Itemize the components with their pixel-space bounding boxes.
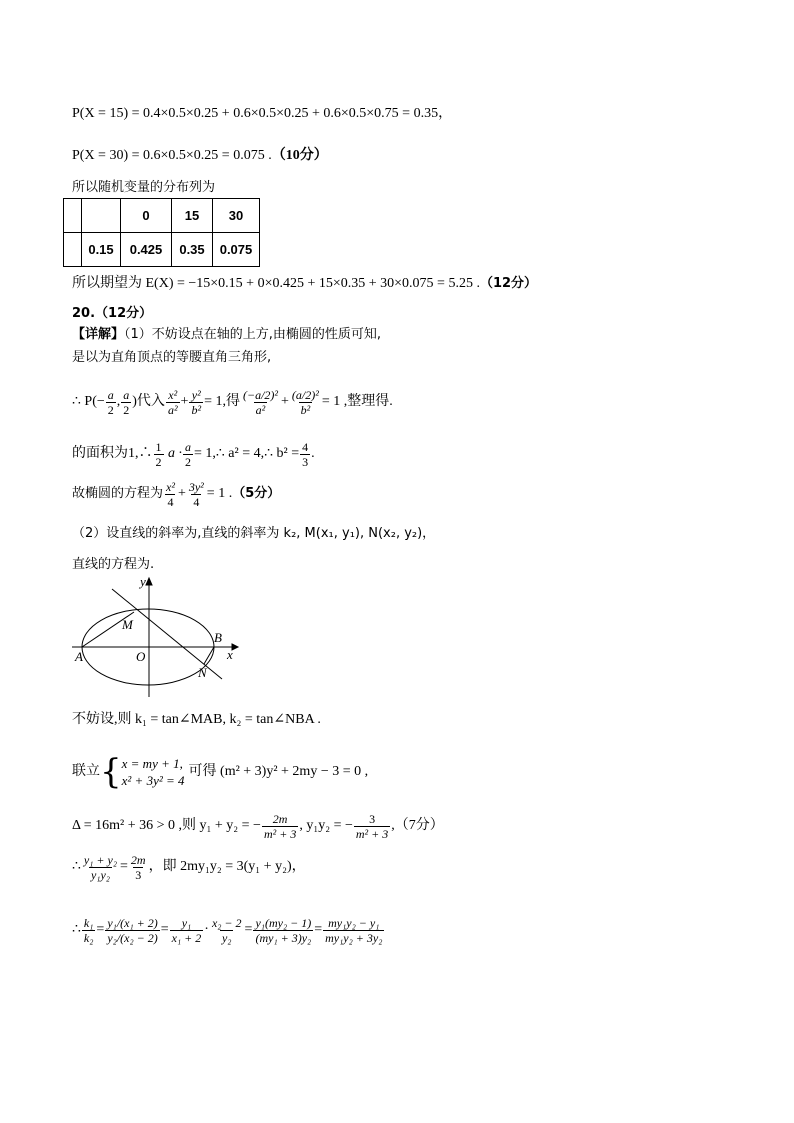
sum-ratio-line: ∴ $\frac{\text{y₁ + y₂}}{\text{y₁y₂}}$ = $\frac{2m}{3}$ ，即 2my₁y₂ = 3(y₁ + y₂)， — [72, 852, 306, 882]
fraction: $\frac{\text{x²}}{4}$ — [166, 479, 175, 509]
score-5: （5分） — [232, 486, 281, 501]
table-cell: 30 — [213, 199, 260, 233]
fraction: $\frac{2m}{\text{m² + 3}}$ — [263, 811, 297, 841]
fraction: $\frac{4}{3}$ — [302, 439, 309, 469]
label-m: M — [122, 617, 133, 632]
label-x: x — [227, 647, 233, 662]
table-cell — [64, 233, 82, 267]
ellipse-equation-line: 故椭圆的方程为 $\frac{\text{x²}}{4}$ + $\frac{\text{3y²}}{4}$ = 1 . （5分） — [72, 479, 281, 509]
table-cell — [64, 199, 82, 233]
tan-line: 不妨设,则 k₁ = tan∠MAB, k₂ = tan∠NBA . — [72, 712, 321, 727]
detail-tag: 【详解】 — [72, 327, 125, 342]
score-12: （12分） — [479, 276, 538, 291]
prob-x30-line: P(X = 30) = 0.6×0.5×0.25 = 0.075 .（10分） — [72, 148, 328, 163]
expectation-line: 所以期望为 E(X) = −15×0.15 + 0×0.425 + 15×0.35 + 30×0.075 = 5.25 .（12分） — [72, 276, 538, 291]
fraction: $\frac{\text{k₁}}{\text{k₂}}$ — [83, 915, 94, 945]
line-equation: 直线的方程为. — [72, 557, 155, 572]
fraction: $\frac{\text{y₁ + y₂}}{\text{y₁y₂}}$ — [83, 852, 118, 882]
substitution-line: ∴ P(− $\frac{a}{2}$ , $\frac{a}{2}$ )代入 $\frac{\text{x²}}{\text{a²}}$ + $\frac{\text{y²}}{\text{b²}}$ = 1,得 $\frac{\text{(−a/2)²}}{\text{a²}}$ + $\frac{\text{(a/2)²}}{\text{b²}}$ = 1 ,整理得. — [72, 387, 393, 417]
score-10: （10分） — [271, 148, 328, 163]
label-b: B — [214, 630, 222, 645]
fraction: $\frac{3}{\text{m² + 3}}$ — [355, 811, 389, 841]
label-y: y — [140, 575, 146, 589]
table-cell — [82, 199, 121, 233]
table-cell: 0 — [121, 199, 172, 233]
fraction: $\frac{a}{2}$ — [123, 387, 130, 417]
table-cell: 0.075 — [213, 233, 260, 267]
table-cell: 0.425 — [121, 233, 172, 267]
table-cell: 0.35 — [172, 233, 213, 267]
system-line: 联立 { x = my + 1, x² + 3y² = 4 可得 (m² + 3)y² + 2my − 3 = 0 , — [72, 752, 369, 792]
left-brace: { — [100, 752, 122, 792]
fraction: $\frac{\text{my₁y₂ − y₁}}{\text{my₁y₂ + 3y₂}}$ — [325, 915, 383, 945]
table-cell: 0.15 — [82, 233, 121, 267]
label-a: A — [75, 649, 83, 664]
fraction: $\frac{\text{x₂ − 2}}{\text{y₂}}$ — [211, 915, 242, 945]
distribution-table — [63, 198, 260, 267]
delta-line: Δ = 16m² + 36 > 0 ,则 y₁ + y₂ = − $\frac{2m}{\text{m² + 3}}$ , y₁y₂ = − $\frac{3}{\text{m² + 3}}$ ,（7分） — [72, 811, 444, 841]
fraction: $\frac{1}{2}$ — [155, 439, 162, 469]
fraction: $\frac{\text{y²}}{\text{b²}}$ — [191, 387, 202, 417]
fraction: $\frac{\text{y₁/(x₁ + 2)}}{\text{y₂/(x₂ − 2)}}$ — [107, 915, 158, 945]
distribution-intro: 所以随机变量的分布列为 — [72, 180, 216, 195]
fraction: $\frac{\text{(−a/2)²}}{\text{a²}}$ — [242, 387, 278, 417]
y-axis-arrow — [146, 578, 152, 585]
table-cell: 15 — [172, 199, 213, 233]
table-row — [64, 199, 260, 233]
question-20-heading: 20.（12分） — [72, 306, 153, 321]
fraction: $\frac{\text{3y²}}{4}$ — [188, 479, 204, 509]
x-axis-arrow — [232, 644, 238, 650]
fraction: $\frac{a}{2}$ — [107, 387, 114, 417]
ellipse-figure — [70, 575, 240, 700]
area-line: 的面积为1,∴ $\frac{1}{2}$ a · $\frac{a}{2}$ = 1,∴ a² = 4,∴ b² = $\frac{4}{3}$ . — [72, 439, 315, 469]
prob-x15-line: P(X = 15) = 0.4×0.5×0.25 + 0.6×0.5×0.25 + 0.6×0.5×0.75 = 0.35， — [72, 106, 453, 121]
table-row — [64, 233, 260, 267]
equation-system: x = my + 1, x² + 3y² = 4 — [121, 756, 185, 788]
part2-line: （2）设直线的斜率为,直线的斜率为 k₂, M(x₁, y₁), N(x₂, y₂)， — [72, 526, 436, 541]
fraction: $\frac{\text{y₁}}{\text{x₁ + 2}}$ — [171, 915, 202, 945]
fraction: $\frac{a}{2}$ — [185, 439, 191, 469]
k-ratio-line: ∴ $\frac{\text{k₁}}{\text{k₂}}$ = $\frac{\text{y₁/(x₁ + 2)}}{\text{y₂/(x₂ − 2)}}$ = $\frac{\text{y₁}}{\text{x₁ + 2}}$ · $\frac{\text{x₂ − 2}}{\text{y₂}}$ = $\frac{\text{y₁(my₂ − 1)}}{\text{(my₁ + 3)y₂}}$ = $\frac{\text{my₁y₂ − y₁}}{\text{my₁y₂ + 3y₂}}$ — [72, 915, 383, 945]
label-n: N — [198, 665, 207, 680]
fraction: $\frac{\text{(a/2)²}}{\text{b²}}$ — [291, 387, 319, 417]
label-o: O — [136, 649, 146, 664]
fraction: $\frac{2m}{3}$ — [130, 852, 146, 882]
fraction: $\frac{\text{y₁(my₂ − 1)}}{\text{(my₁ + 3)y₂}}$ — [255, 915, 312, 945]
detail-line: 【详解】（1）不妨设点在轴的上方,由椭圆的性质可知, — [72, 327, 382, 342]
isosceles-line: 是以为直角顶点的等腰直角三角形, — [72, 350, 272, 365]
fraction: $\frac{\text{x²}}{\text{a²}}$ — [167, 387, 178, 417]
